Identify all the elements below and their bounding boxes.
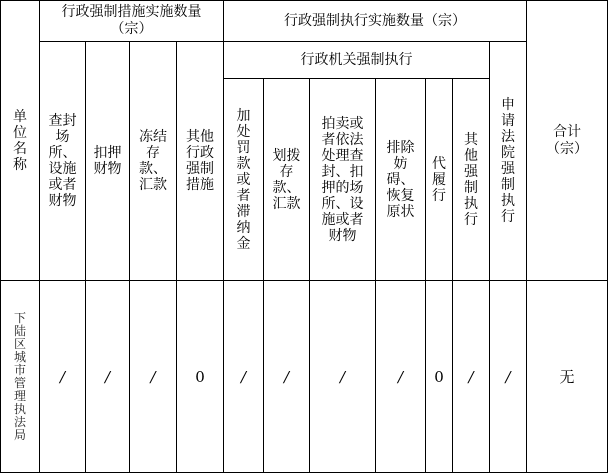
exec-remove-obstruction-header xyxy=(375,78,426,281)
value-total-text: 无 xyxy=(559,368,575,386)
execution-group-header-text: 行政强制执行实施数量（宗） xyxy=(284,12,466,29)
value-substitute xyxy=(425,280,453,473)
exec-substitute-header-text: 代 履 行 xyxy=(432,155,446,204)
execution-group-header xyxy=(223,0,527,42)
value-other-measure xyxy=(176,280,224,473)
value-fine-text: / xyxy=(240,367,247,386)
measure-other-header-text: 其他 行政 强制 措施 xyxy=(186,129,214,193)
measure-seal-header-text: 查封 场 所、 设施 或者 财物 xyxy=(48,113,77,209)
measure-seal-header xyxy=(39,41,86,281)
value-transfer-text: / xyxy=(283,367,290,386)
value-freeze-text: / xyxy=(150,367,156,386)
exec-other-header xyxy=(452,78,490,281)
measure-freeze-header xyxy=(129,41,177,281)
exec-auction-header xyxy=(309,78,376,281)
exec-auction-header-text: 拍卖或 者依法 处理查 封、扣 押的场 所、设 施或者 财物 xyxy=(321,115,364,244)
exec-substitute-header xyxy=(425,78,453,281)
value-seize xyxy=(85,280,130,473)
row-unit-name-text: 下 陆 区 城 市 管 理 执 法 局 xyxy=(13,310,26,442)
admin-execution-group-header xyxy=(223,41,490,79)
value-total xyxy=(526,280,608,473)
exec-transfer-header xyxy=(263,78,310,281)
measure-seize-header-text: 扣押 财物 xyxy=(93,145,122,177)
value-remove-obstruction-text: / xyxy=(397,367,404,386)
row-unit-name xyxy=(0,280,40,473)
measure-freeze-header-text: 冻结 存 款、 汇款 xyxy=(139,129,167,193)
value-other-exec xyxy=(452,280,490,473)
unit-name-header-text: 单 位 名 称 xyxy=(13,108,27,173)
value-remove-obstruction xyxy=(375,280,426,473)
value-court-exec xyxy=(489,280,527,473)
measures-group-header-text: 行政强制措施实施数量 （宗） xyxy=(61,4,202,37)
value-seal xyxy=(39,280,86,473)
measure-other-header xyxy=(176,41,224,281)
exec-fine-header-text: 加 处 罚 款 或 者 滞 纳 金 xyxy=(236,107,251,252)
unit-name-header xyxy=(0,0,40,281)
exec-fine-header xyxy=(223,78,264,281)
value-other-measure-text: 0 xyxy=(195,367,205,386)
court-execution-header xyxy=(489,41,527,281)
measures-group-header xyxy=(39,0,224,42)
total-header xyxy=(526,0,608,281)
value-fine xyxy=(223,280,264,473)
total-header-text: 合计 （宗） xyxy=(546,123,588,157)
value-auction xyxy=(309,280,376,473)
exec-other-header-text: 其 他 强 制 执 行 xyxy=(464,131,478,228)
value-freeze xyxy=(129,280,177,473)
value-court-exec-text: / xyxy=(505,367,511,386)
value-other-exec-text: / xyxy=(468,367,474,386)
exec-transfer-header-text: 划拨 存 款、 汇款 xyxy=(272,147,301,212)
value-auction-text: / xyxy=(339,367,346,386)
exec-remove-obstruction-header-text: 排除 妨 碍、 恢复 原状 xyxy=(386,139,415,220)
admin-execution-group-header-text: 行政机关强制执行 xyxy=(300,51,413,68)
value-seal-text: / xyxy=(59,367,66,386)
value-transfer xyxy=(263,280,310,473)
value-substitute-text: 0 xyxy=(434,367,444,386)
value-seize-text: / xyxy=(104,367,111,386)
court-execution-header-text: 申 请 法 院 强 制 执 行 xyxy=(501,97,515,225)
measure-seize-header xyxy=(85,41,130,281)
